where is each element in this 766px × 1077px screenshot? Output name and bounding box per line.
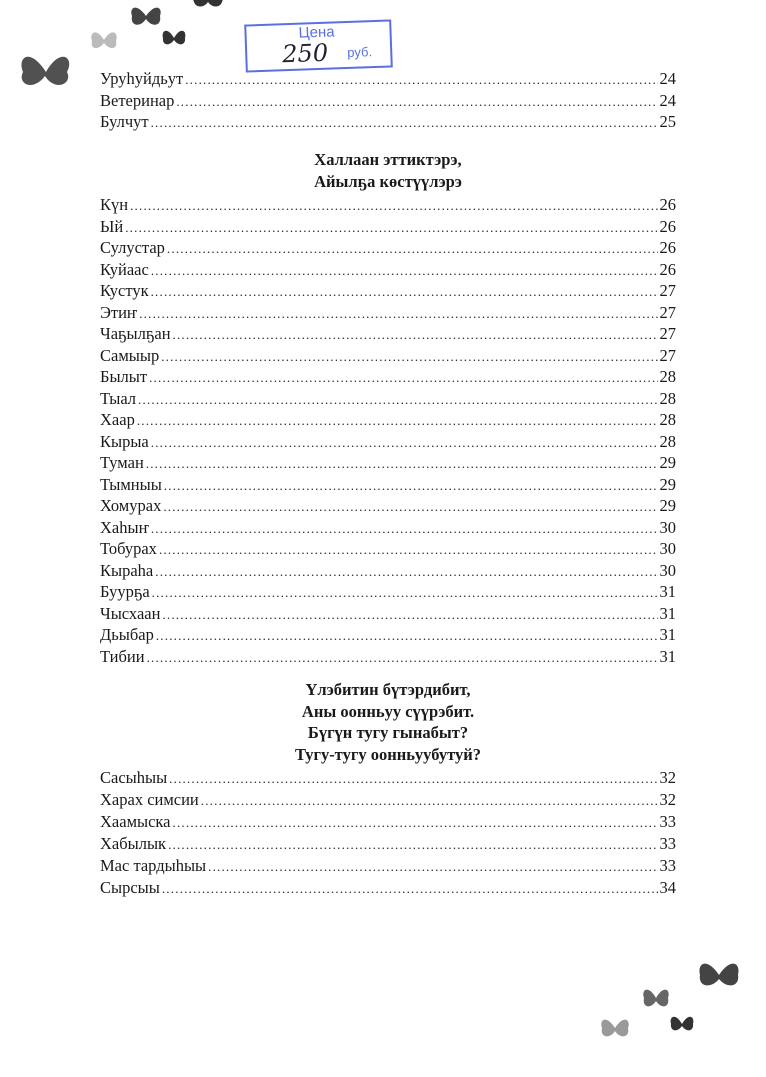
toc-entry-page: 29 (659, 496, 676, 515)
dot-leader (138, 389, 657, 411)
toc-entry-page: 31 (659, 582, 676, 601)
toc-entry-page: 31 (659, 603, 676, 623)
toc-entry-title: Кыраһа (100, 560, 154, 580)
dot-leader (208, 856, 657, 878)
butterfly-icon (190, 0, 226, 10)
price-stamp (244, 19, 393, 72)
toc-entry-page: 31 (659, 625, 676, 644)
toc-entry-title: Тибии (100, 646, 145, 666)
toc-entry-title: Тыал (100, 388, 137, 408)
toc-entry (100, 388, 676, 410)
toc-entry (100, 302, 676, 324)
toc-entry-page: 24 (659, 69, 676, 88)
toc-entry-page: 31 (659, 646, 676, 666)
toc-entry (100, 111, 676, 133)
toc-entry-title: Туман (100, 453, 144, 472)
dot-leader (147, 647, 658, 669)
toc-entry (100, 517, 676, 539)
dot-leader (155, 561, 657, 583)
heading-line: Халлаан эттиктэрэ, (314, 150, 462, 169)
dot-leader (130, 195, 657, 217)
toc-entry-title: Сырсыы (100, 878, 160, 897)
toc-entry-title: Кырыа (100, 431, 149, 451)
butterfly-icon (695, 955, 743, 993)
toc-entry (100, 280, 676, 302)
dot-leader (164, 475, 658, 497)
toc-entry (100, 323, 676, 345)
dot-leader (159, 539, 658, 561)
butterfly-icon (88, 25, 120, 53)
toc-entry-page: 25 (659, 112, 676, 131)
toc-entry-page: 33 (659, 834, 676, 853)
toc-entry (100, 646, 676, 668)
section-heading (100, 149, 676, 192)
toc-entry-title: Кустук (100, 281, 149, 300)
dot-leader (162, 604, 657, 626)
toc-entry-title: Дьыбар (100, 625, 154, 644)
toc-entry-title: Хомурах (100, 496, 162, 515)
dot-leader (156, 625, 658, 647)
heading-line: Тугу-тугу оонньуубутуй? (295, 744, 481, 764)
toc-entry-title: Этиҥ (100, 302, 138, 322)
butterfly-icon (598, 1012, 632, 1042)
toc-entry-page: 30 (659, 560, 676, 580)
dot-leader (151, 518, 658, 540)
toc-entry-title: Сулустар (100, 238, 165, 257)
toc-entry (100, 538, 676, 560)
section-heading (100, 679, 676, 765)
toc-entry-title: Хаһыҥ (100, 517, 149, 537)
toc-entry-page: 30 (659, 517, 676, 537)
toc-entry (100, 789, 676, 811)
heading-line: Үлэбитин бүтэрдибит, (305, 680, 471, 699)
toc-entry-page: 32 (659, 790, 676, 809)
toc-entry-page: 26 (659, 238, 676, 257)
toc-entry-page: 29 (659, 453, 676, 472)
toc-entry (100, 877, 676, 899)
toc-entry-title: Тобурах (100, 539, 157, 558)
toc-entry-title: Хаар (100, 410, 135, 429)
butterfly-icon (160, 24, 188, 50)
toc-entry-title: Чаҕылҕан (100, 324, 171, 343)
toc-entry (100, 259, 676, 281)
butterfly-icon (128, 0, 164, 32)
dot-leader (146, 453, 658, 475)
heading-line: Бүгүн тугу гынабыт? (307, 723, 469, 742)
dot-leader (173, 812, 658, 834)
toc-entry-title: Булчут (100, 112, 149, 131)
toc-entry-page: 26 (659, 259, 676, 279)
price-value: 250 (281, 38, 329, 69)
price-currency: руб. (346, 44, 373, 60)
toc-entry-page: 27 (659, 281, 676, 300)
toc-entry-title: Куйаас (100, 259, 149, 279)
dot-leader (151, 112, 658, 134)
dot-leader (139, 303, 657, 325)
dot-leader (162, 878, 658, 900)
toc-entry (100, 431, 676, 453)
dot-leader (151, 432, 658, 454)
toc-entry (100, 90, 676, 112)
dot-leader (161, 346, 657, 368)
toc-entry (100, 237, 676, 259)
dot-leader (201, 790, 658, 812)
toc-entry-page: 27 (659, 324, 676, 343)
toc-entry-page: 27 (659, 302, 676, 322)
toc-entry (100, 811, 676, 833)
toc-entry (100, 345, 676, 367)
toc-entry (100, 495, 676, 517)
toc-entry (100, 767, 676, 789)
toc-entry-page: 28 (659, 367, 676, 386)
toc-section-2 (100, 767, 676, 899)
toc-entry-page: 26 (659, 216, 676, 236)
toc-entry-page: 33 (659, 856, 676, 875)
dot-leader (125, 217, 657, 239)
toc-entry-title: Чысхаан (100, 603, 161, 623)
toc-section-0 (100, 68, 676, 133)
butterfly-icon (15, 42, 77, 97)
dot-leader (176, 91, 657, 113)
dot-leader (137, 410, 658, 432)
toc-entry (100, 68, 676, 90)
toc-entry-title: Ветеринар (100, 90, 175, 110)
toc-entry (100, 216, 676, 238)
dot-leader (185, 69, 657, 91)
toc-entry (100, 833, 676, 855)
toc-entry (100, 366, 676, 388)
toc-entry-page: 28 (659, 410, 676, 429)
toc-entry-title: Мас тардыһыы (100, 856, 207, 875)
dot-leader (173, 324, 658, 346)
toc-entry-page: 32 (659, 768, 676, 787)
toc-entry-page: 24 (659, 90, 676, 110)
toc-entry (100, 194, 676, 216)
heading-line: Аны оонньуу сүүрэбит. (301, 701, 475, 721)
dot-leader (167, 238, 658, 260)
toc-entry (100, 855, 676, 877)
toc-entry-title: Буурҕа (100, 582, 150, 601)
dot-leader (152, 582, 658, 604)
toc-entry-title: Ый (100, 216, 124, 236)
toc-entry (100, 560, 676, 582)
heading-line: Айылҕа көстүүлэрэ (314, 171, 462, 191)
toc-entry-title: Хабылык (100, 834, 167, 853)
toc-entry-page: 28 (659, 388, 676, 408)
toc-entry-title: Былыт (100, 367, 148, 386)
toc-entry-title: Хаамыска (100, 812, 171, 831)
toc-entry (100, 474, 676, 496)
toc-section-1 (100, 194, 676, 667)
dot-leader (149, 367, 657, 389)
toc-entry-title: Тымныы (100, 474, 162, 494)
toc-entry-page: 29 (659, 474, 676, 494)
dot-leader (168, 834, 657, 856)
toc-entry-title: Самыыр (100, 345, 160, 365)
toc-entry-title: Сасыһыы (100, 768, 168, 787)
toc-entry-page: 30 (659, 539, 676, 558)
price-label: Цена (298, 23, 335, 42)
toc-entry (100, 452, 676, 474)
butterfly-icon (668, 1010, 696, 1036)
dot-leader (151, 281, 658, 303)
toc-entry-title: Харах симсии (100, 790, 199, 809)
dot-leader (151, 260, 658, 282)
toc-entry-page: 26 (659, 195, 676, 214)
toc-entry-page: 27 (659, 345, 676, 365)
toc-entry (100, 603, 676, 625)
butterfly-icon (640, 982, 672, 1012)
toc-entry-page: 33 (659, 812, 676, 831)
dot-leader (169, 768, 657, 790)
toc-entry-page: 34 (659, 878, 676, 897)
dot-leader (163, 496, 657, 518)
toc-entry-page: 28 (659, 431, 676, 451)
toc-entry (100, 624, 676, 646)
toc-entry (100, 409, 676, 431)
toc-entry-title: Уруһуйдьут (100, 69, 184, 88)
toc-entry (100, 581, 676, 603)
toc-entry-title: Күн (100, 195, 129, 214)
